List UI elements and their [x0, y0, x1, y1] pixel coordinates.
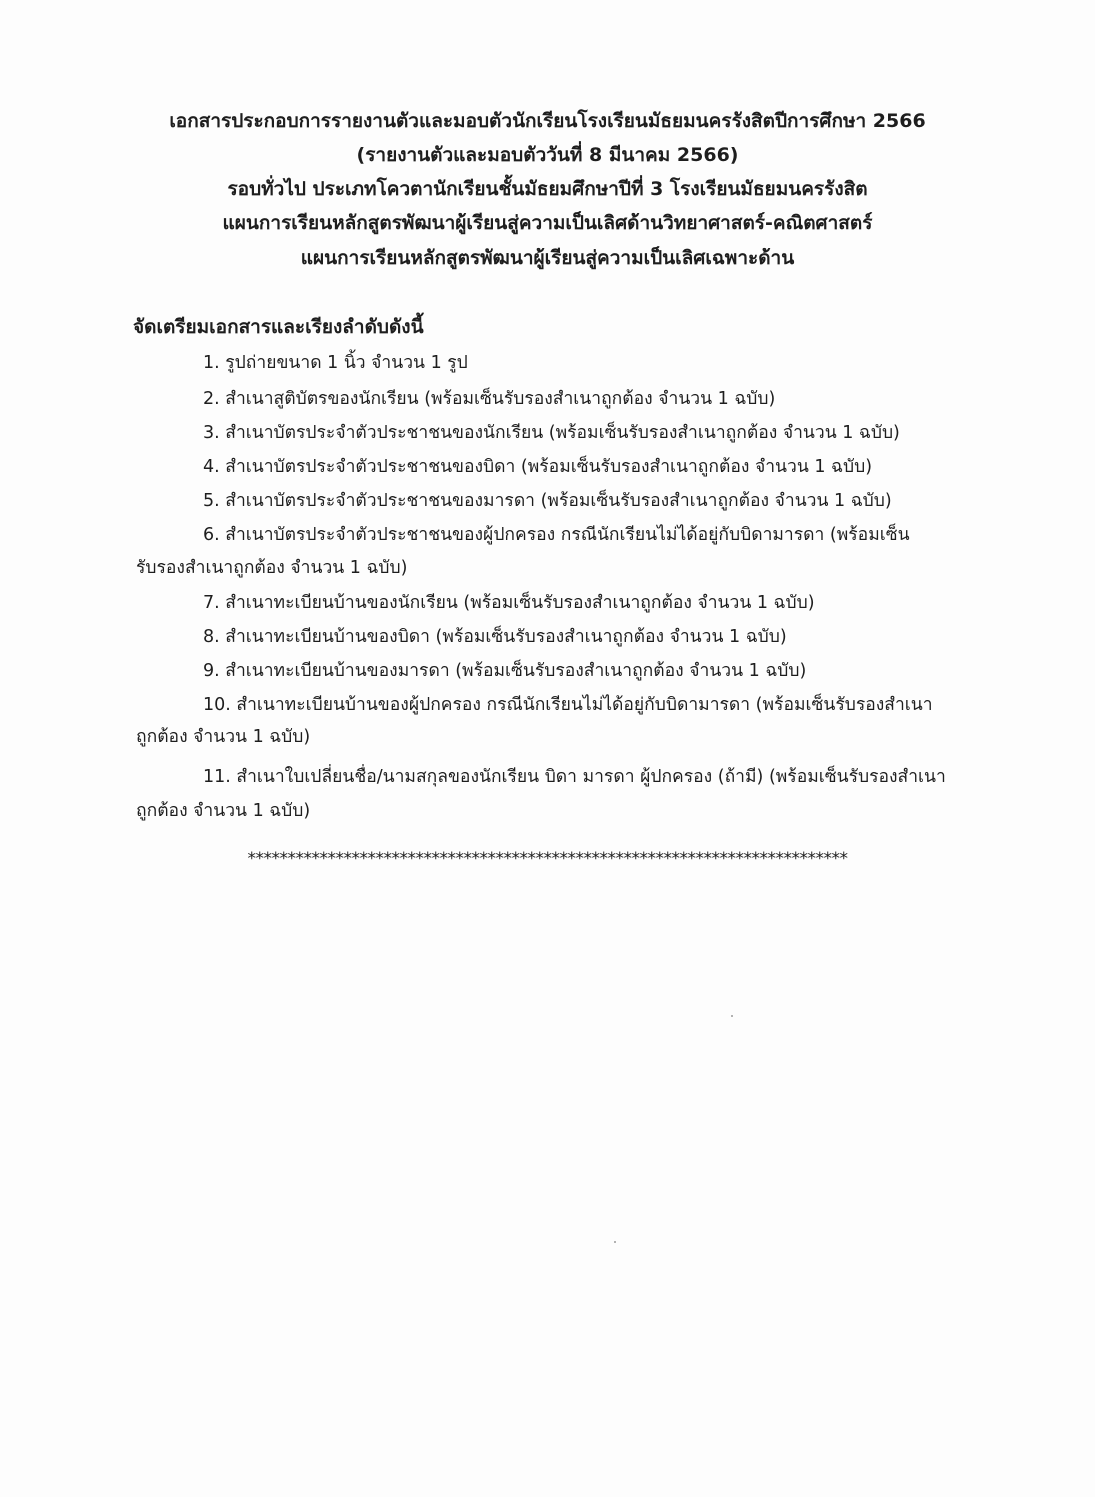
list-item-9: 9. สำเนาทะเบียนบ้านของมารดา (พร้อมเซ็นรับรองสำเนาถูกต้อง จำนวน 1 ฉบับ)	[203, 661, 807, 681]
list-item-3: 3. สำเนาบัตรประจำตัวประชาชนของนักเรียน (พร้อมเซ็นรับรองสำเนาถูกต้อง จำนวน 1 ฉบับ)	[203, 423, 900, 443]
list-item-1: 1. รูปถ่ายขนาด 1 นิ้ว จำนวน 1 รูป	[203, 353, 468, 373]
list-item-11-continuation: ถูกต้อง จำนวน 1 ฉบับ)	[136, 801, 311, 821]
asterisk-divider: ***************************************************************************	[247, 849, 848, 869]
list-item-6-continuation: รับรองสำเนาถูกต้อง จำนวน 1 ฉบับ)	[136, 558, 408, 578]
document-round-line: รอบทั่วไป ประเภทโควตานักเรียนชั้นมัธยมศึกษาปีที่ 3 โรงเรียนมัธยมนครรังสิต	[227, 178, 868, 200]
list-item-7: 7. สำเนาทะเบียนบ้านของนักเรียน (พร้อมเซ็นรับรองสำเนาถูกต้อง จำนวน 1 ฉบับ)	[203, 593, 815, 613]
list-item-10-continuation: ถูกต้อง จำนวน 1 ฉบับ)	[136, 727, 311, 747]
list-item-4: 4. สำเนาบัตรประจำตัวประชาชนของบิดา (พร้อมเซ็นรับรองสำเนาถูกต้อง จำนวน 1 ฉบับ)	[203, 457, 873, 477]
list-item-2: 2. สำเนาสูติบัตรของนักเรียน (พร้อมเซ็นรับรองสำเนาถูกต้อง จำนวน 1 ฉบับ)	[203, 389, 776, 409]
list-item-10: 10. สำเนาทะเบียนบ้านของผู้ปกครอง กรณีนักเรียนไม่ได้อยู่กับบิดามารดา (พร้อมเซ็นรับรองสำเนา	[203, 695, 933, 715]
list-item-6: 6. สำเนาบัตรประจำตัวประชาชนของผู้ปกครอง กรณีนักเรียนไม่ได้อยู่กับบิดามารดา (พร้อมเซ็น	[203, 525, 910, 545]
list-item-11: 11. สำเนาใบเปลี่ยนชื่อ/นามสกุลของนักเรียน บิดา มารดา ผู้ปกครอง (ถ้ามี) (พร้อมเซ็นรับรองสำเนา	[203, 767, 946, 787]
scan-speck	[614, 1241, 616, 1243]
document-program-line-2: แผนการเรียนหลักสูตรพัฒนาผู้เรียนสู่ความเป็นเลิศเฉพาะด้าน	[300, 247, 795, 269]
scan-speck	[731, 1015, 733, 1017]
document-date-line: (รายงานตัวและมอบตัววันที่ 8 มีนาคม 2566)	[356, 144, 739, 166]
document-title: เอกสารประกอบการรายงานตัวและมอบตัวนักเรียนโรงเรียนมัธยมนครรังสิตปีการศึกษา 2566	[169, 110, 926, 132]
list-item-5: 5. สำเนาบัตรประจำตัวประชาชนของมารดา (พร้อมเซ็นรับรองสำเนาถูกต้อง จำนวน 1 ฉบับ)	[203, 491, 892, 511]
list-item-8: 8. สำเนาทะเบียนบ้านของบิดา (พร้อมเซ็นรับรองสำเนาถูกต้อง จำนวน 1 ฉบับ)	[203, 627, 787, 647]
document-program-line-1: แผนการเรียนหลักสูตรพัฒนาผู้เรียนสู่ความเป็นเลิศด้านวิทยาศาสตร์-คณิตศาสตร์	[222, 212, 873, 234]
section-title: จัดเตรียมเอกสารและเรียงลำดับดังนี้	[133, 316, 424, 338]
